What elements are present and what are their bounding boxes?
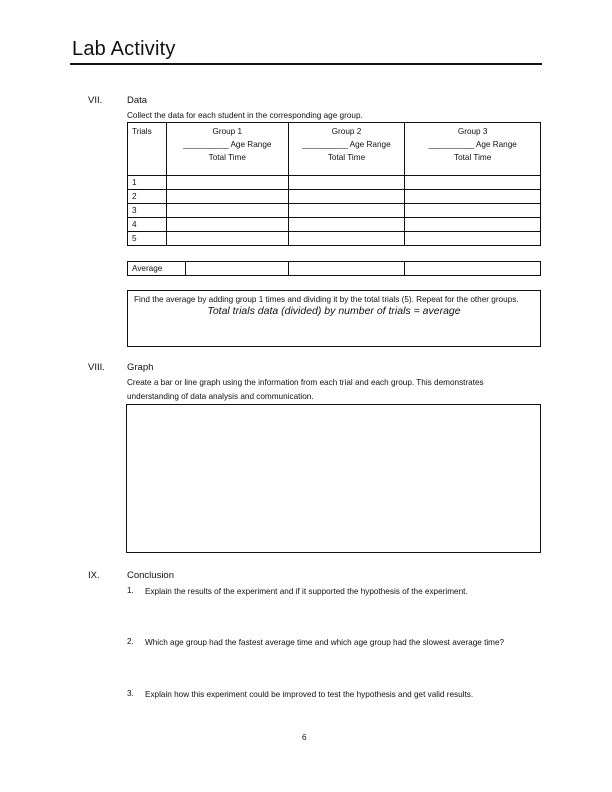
group-2-header bbox=[288, 123, 405, 176]
age-range-blank[interactable]: __________ bbox=[428, 140, 475, 149]
question-text: Explain how this experiment could be improved to test the hypothesis and get valid results. bbox=[145, 690, 474, 699]
total-time-label: Total Time bbox=[327, 153, 366, 162]
title-divider bbox=[70, 63, 542, 65]
group-1-cell[interactable] bbox=[166, 204, 288, 218]
table-row bbox=[128, 232, 541, 246]
section-ix-numeral: IX. bbox=[88, 570, 100, 581]
section-vii-numeral: VII. bbox=[88, 95, 103, 106]
group-3-cell[interactable] bbox=[405, 204, 541, 218]
section-viii-title: Graph bbox=[127, 362, 154, 373]
group-1-average-cell[interactable] bbox=[185, 262, 288, 276]
group-3-cell[interactable] bbox=[405, 232, 541, 246]
group-2-cell[interactable] bbox=[288, 190, 405, 204]
trials-header: Trials bbox=[128, 123, 167, 176]
age-range-blank[interactable]: __________ bbox=[302, 140, 348, 149]
group-2-cell[interactable] bbox=[288, 176, 405, 190]
trial-number: 5 bbox=[128, 232, 167, 246]
age-range-line bbox=[289, 138, 405, 151]
question-number: 1. bbox=[127, 586, 134, 595]
group-3-cell[interactable] bbox=[405, 190, 541, 204]
group-3-cell[interactable] bbox=[405, 176, 541, 190]
group-2-average-cell[interactable] bbox=[288, 262, 405, 276]
table-row bbox=[128, 190, 541, 204]
total-time-label: Total Time bbox=[208, 153, 246, 162]
table-header-row bbox=[128, 123, 541, 176]
question-number: 2. bbox=[127, 637, 134, 646]
average-note: Find the average by adding group 1 times and dividing it by the total trials (5). Repeat for the other groups. bbox=[134, 295, 519, 304]
age-range-line bbox=[405, 138, 540, 151]
section-viii-instruction: Create a bar or line graph using the information from each trial and each group. This demonstrates understanding of data analysis and communication. bbox=[127, 378, 484, 401]
trial-number: 4 bbox=[128, 218, 167, 232]
group-1-cell[interactable] bbox=[166, 176, 288, 190]
average-table bbox=[127, 261, 541, 276]
group-name: Group 1 bbox=[212, 127, 243, 136]
table-row bbox=[128, 218, 541, 232]
age-range-label: Age Range bbox=[230, 140, 272, 149]
page-number: 6 bbox=[302, 733, 307, 742]
group-3-average-cell[interactable] bbox=[405, 262, 541, 276]
table-row bbox=[128, 204, 541, 218]
question-number: 3. bbox=[127, 689, 134, 698]
section-vii-title: Data bbox=[127, 95, 148, 106]
group-2-cell[interactable] bbox=[288, 218, 405, 232]
age-range-line bbox=[167, 138, 288, 151]
group-name: Group 3 bbox=[457, 127, 488, 136]
section-viii-numeral: VIII. bbox=[88, 362, 105, 373]
section-vii-instruction: Collect the data for each student in the corresponding age group. bbox=[127, 111, 363, 120]
question-text: Explain the results of the experiment and if it supported the hypothesis of the experiment. bbox=[145, 587, 468, 596]
group-2-cell[interactable] bbox=[288, 232, 405, 246]
group-1-cell[interactable] bbox=[166, 190, 288, 204]
graph-drawing-area[interactable] bbox=[126, 404, 541, 553]
average-label: Average bbox=[128, 262, 186, 276]
table-row bbox=[128, 176, 541, 190]
group-3-header bbox=[405, 123, 541, 176]
average-row bbox=[128, 262, 541, 276]
page-title: Lab Activity bbox=[72, 38, 176, 60]
section-ix-title: Conclusion bbox=[127, 570, 174, 581]
trial-number: 3 bbox=[128, 204, 167, 218]
data-table bbox=[127, 122, 541, 246]
group-1-cell[interactable] bbox=[166, 218, 288, 232]
total-time-label: Total Time bbox=[454, 153, 492, 162]
group-1-header bbox=[166, 123, 288, 176]
age-range-blank[interactable]: __________ bbox=[183, 140, 229, 149]
group-3-cell[interactable] bbox=[405, 218, 541, 232]
age-range-label: Age Range bbox=[475, 140, 517, 149]
average-formula: Total trials data (divided) by number of trials = average bbox=[207, 305, 461, 317]
group-name: Group 2 bbox=[331, 127, 362, 136]
average-note-box bbox=[127, 290, 541, 347]
age-range-label: Age Range bbox=[349, 140, 391, 149]
group-1-cell[interactable] bbox=[166, 232, 288, 246]
trial-number: 2 bbox=[128, 190, 167, 204]
question-text: Which age group had the fastest average time and which age group had the slowest average time? bbox=[145, 638, 505, 647]
group-2-cell[interactable] bbox=[288, 204, 405, 218]
trial-number: 1 bbox=[128, 176, 167, 190]
